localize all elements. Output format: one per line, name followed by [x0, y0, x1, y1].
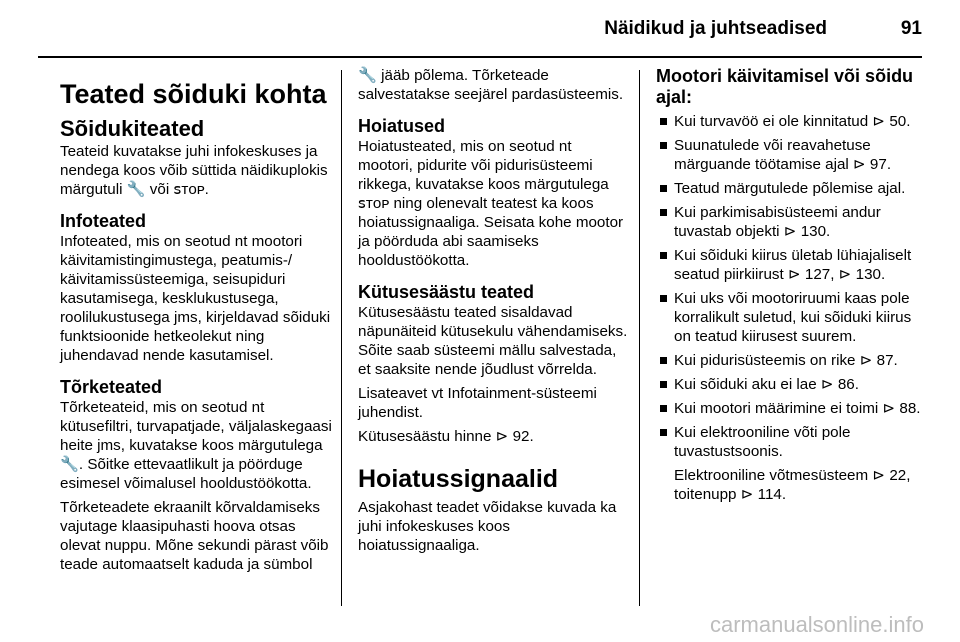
list-item: Kui elektrooniline võti pole tuvastustsoonis. — [656, 423, 930, 461]
bullet-icon — [660, 142, 667, 149]
bullet-icon — [660, 118, 667, 125]
list-item: Kui sõiduki aku ei lae ⊳ 86. — [656, 375, 930, 394]
warning-list — [656, 112, 930, 461]
list-item: Kui mootori määrimine ei toimi ⊳ 88. — [656, 399, 930, 418]
column-1 — [60, 66, 332, 579]
bullet-icon — [660, 405, 667, 412]
note-paragraph: Elektrooniline võtmesüsteem ⊳ 22, toitenupp ⊳ 114. — [674, 467, 911, 503]
paragraph: Asjakohast teadet võidakse kuvada ka juhi infokeskuses koos hoiatussignaaliga. — [358, 499, 617, 554]
list-item: Teatud märgutulede põlemise ajal. — [656, 179, 930, 198]
bullet-icon — [660, 295, 667, 302]
heading-fault-messages: Tõrketeated — [60, 377, 163, 397]
bullet-icon — [660, 209, 667, 216]
paragraph: Kütusesäästu hinne ⊳ 92. — [358, 428, 534, 445]
page-number: 91 — [900, 18, 922, 39]
header-title: Näidikud ja juhtseadised — [604, 18, 827, 39]
heading-info-messages: Infoteated — [60, 211, 147, 231]
column-2 — [358, 66, 630, 560]
column-divider — [639, 70, 640, 606]
bullet-icon — [660, 381, 667, 388]
bullet-icon — [660, 252, 667, 259]
heading-fuel-economy: Kütusesäästu teated — [358, 282, 535, 302]
list-item: Kui uks või mootoriruumi kaas pole korralikult suletud, kui sõiduki kiirus on teatud kiirusest suurem. — [656, 289, 930, 346]
paragraph: Lisateavet vt Infotainment-süsteemi juhendist. — [358, 385, 597, 421]
list-item: Kui turvavöö ei ole kinnitatud ⊳ 50. — [656, 112, 930, 131]
section-title-warning-chimes: Hoiatussignaalid — [358, 465, 559, 493]
section-title: Teated sõiduki kohta — [60, 79, 327, 109]
page-header — [38, 18, 922, 48]
header-rule — [38, 56, 922, 58]
heading-engine-start: Mootori käivitamisel või sõidu ajal: — [656, 66, 914, 107]
bullet-icon — [660, 429, 667, 436]
list-item: Kui pidurisüsteemis on rike ⊳ 87. — [656, 351, 930, 370]
paragraph: Tõrketeadete ekraanilt kõrvaldamiseks vajutage klaasipuhasti hoova otsas olevat nuppu. Mõne sekundi pärast võib teade automaatselt kaduda ja sümbol — [60, 499, 329, 573]
heading-warnings: Hoiatused — [358, 116, 446, 136]
list-item: Kui parkimisabisüsteemi andur tuvastab objekti ⊳ 130. — [656, 203, 930, 241]
paragraph: Kütusesäästu teated sisaldavad näpunäiteid kütusekulu vähendamiseks. Sõite saab süsteemi mällu salvestada, et saaksite nende jõudlust võrrelda. — [358, 304, 628, 378]
paragraph: 🔧 jääb põlema. Tõrketeade salvestatakse seejärel pardasüsteemis. — [358, 67, 624, 103]
bullet-icon — [660, 185, 667, 192]
paragraph: Infoteated, mis on seotud nt mootori käivitamistingimustega, peatumis-/ käivitamissüsteemiga, seisupiduri kasutamisega, kesklukustusega, roolilukustusega jms, kirjeldavad sõiduki funktsioonide hetkeolekut ning juhendavad nende kasutamisel. — [60, 233, 331, 364]
column-divider — [341, 70, 342, 606]
heading-vehicle-messages: Sõidukiteated — [60, 116, 205, 141]
bullet-icon — [660, 357, 667, 364]
paragraph: Tõrketeateid, mis on seotud nt kütusefiltri, turvapatjade, väljalaskegaasi heite jms, kuvatakse koos märgutulega 🔧. Sõitke ettevaatlikult ja pöörduge esimesel võimalusel hooldustöökotta. — [60, 399, 332, 492]
watermark: carmanualsonline.info — [709, 612, 924, 637]
list-item: Suunatulede või reavahetuse märguande töötamise ajal ⊳ 97. — [656, 136, 930, 174]
paragraph: Teateid kuvatakse juhi infokeskuses ja nendega koos võib süttida näidikuplokis märgutuli 🔧 või ꜱᴛᴏᴘ. — [60, 143, 328, 198]
paragraph: Hoiatusteated, mis on seotud nt mootori, pidurite või pidurisüsteemi rikkega, kuvatakse koos märgutulega ꜱᴛᴏᴘ ning olenevalt teatest ka koos hoiatussignaaliga. Seisata kohe mootor ja pöörduda abi saamiseks hooldustöökotta. — [358, 138, 624, 269]
column-3 — [656, 66, 930, 509]
list-item: Kui sõiduki kiirus ületab lühiajaliselt seatud piirkiirust ⊳ 127, ⊳ 130. — [656, 246, 930, 284]
